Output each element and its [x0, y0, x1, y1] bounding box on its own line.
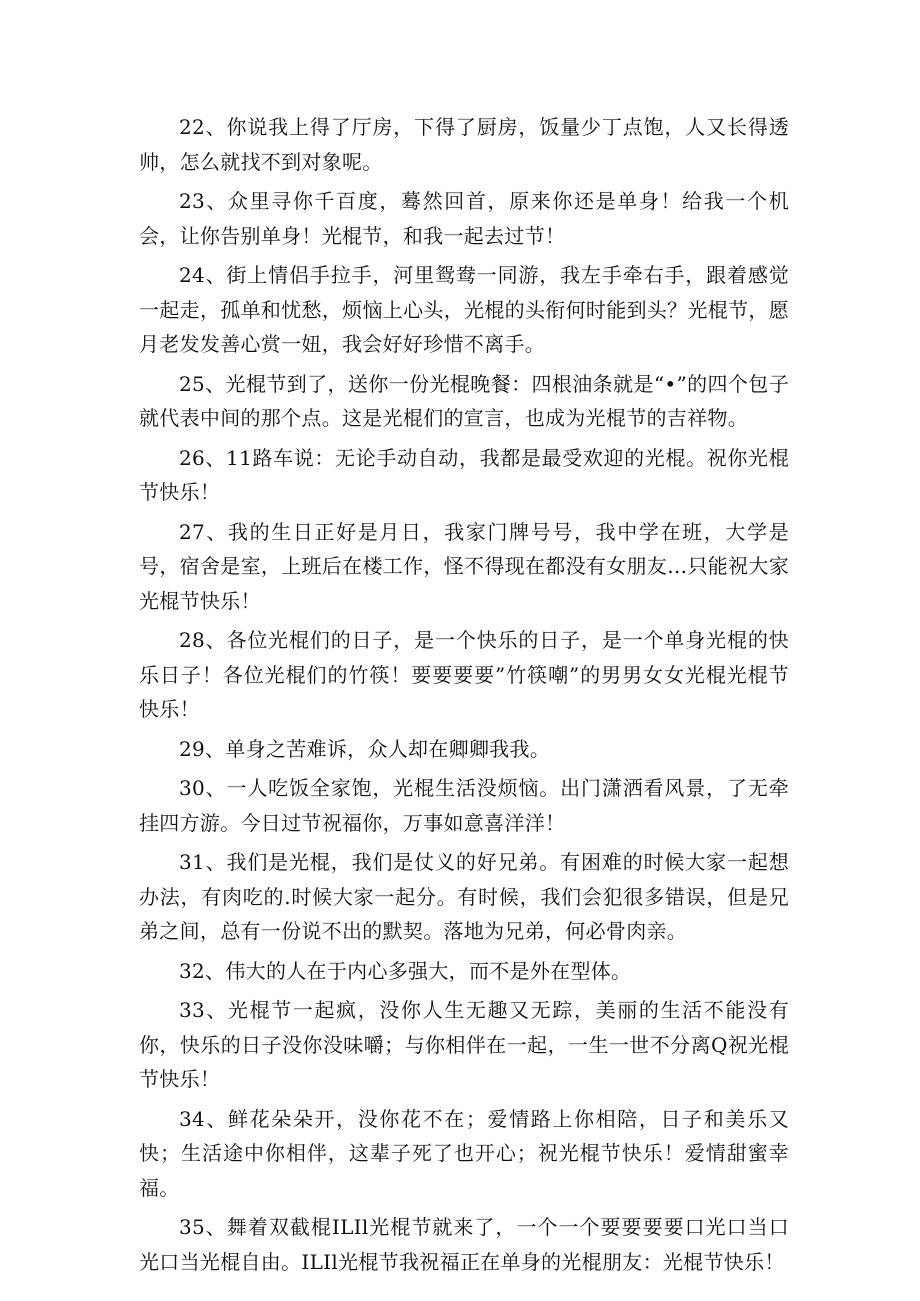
- paragraph-29: 29、单身之苦难诉，众人却在卿卿我我。: [179, 736, 551, 761]
- paragraph-32: 32、伟大的人在于内心多强大，而不是外在型体。: [179, 958, 632, 983]
- paragraph-26: 26、11路车说：无论手动自动，我都是最受欢迎的光棍。祝你光棍节快乐！: [139, 445, 789, 504]
- paragraph-31: 31、我们是光棍，我们是仗义的好兄弟。有困难的时候大家一起想办法，有肉吃的.时候大家一起分。有时候，我们会犯很多错误，但是兄弟之间，总有一份说不出的默契。落地为兄弟，何必骨肉亲。: [139, 850, 789, 943]
- paragraph-30: 30、一人吃饭全家饱，光棍生活没烦恼。出门潇洒看风景，了无牵挂四方游。今日过节祝福你，万事如意喜洋洋！: [139, 776, 789, 835]
- paragraph-22: 22、你说我上得了厅房，下得了厨房，饭量少丁点饱，人又长得透帅，怎么就找不到对象呢。: [139, 115, 789, 174]
- document-body: [139, 110, 789, 1284]
- paragraph-23: 23、众里寻你千百度，蓦然回首，原来你还是单身！给我一个机会，让你告别单身！光棍节，和我一起去过节！: [139, 189, 789, 248]
- paragraph-28: 28、各位光棍们的日子，是一个快乐的日子，是一个单身光棍的快乐日子！各位光棍们的竹筷！要要要要”竹筷嘲”的男男女女光棍光棍节快乐！: [139, 628, 789, 721]
- paragraph-27: 27、我的生日正好是月日，我家门牌号号，我中学在班，大学是号，宿舍是室，上班后在楼工作，怪不得现在都没有女朋友…只能祝大家光棍节快乐！: [139, 519, 789, 613]
- paragraph-33: 33、光棍节一起疯，没你人生无趣又无踪，美丽的生活不能没有你，快乐的日子没你没味嚼；与你相伴在一起，一生一世不分离Q祝光棍节快乐！: [139, 998, 789, 1091]
- paragraph-35: 35、舞着双截棍ILIl光棍节就来了，一个一个要要要要口光口当口光口当光棍自由。ILIl光棍节我祝福正在单身的光棍朋友：光棍节快乐！: [139, 1215, 789, 1274]
- paragraph-34: 34、鲜花朵朵开，没你花不在；爱情路上你相陪，日子和美乐又快；生活途中你相伴，这辈子死了也开心；祝光棍节快乐！爱情甜蜜幸福。: [139, 1106, 789, 1200]
- paragraph-25: 25、光棍节到了，送你一份光棍晚餐：四根油条就是“•”的四个包子就代表中间的那个点。这是光棍们的宣言，也成为光棍节的吉祥物。: [139, 371, 789, 430]
- paragraph-24: 24、街上情侣手拉手，河里鸳鸯一同游，我左手牵右手，跟着感觉一起走，孤单和忧愁，烦恼上心头，光棍的头衔何时能到头？光棍节，愿月老发发善心赏一妞，我会好好珍惜不离手。: [139, 263, 789, 356]
